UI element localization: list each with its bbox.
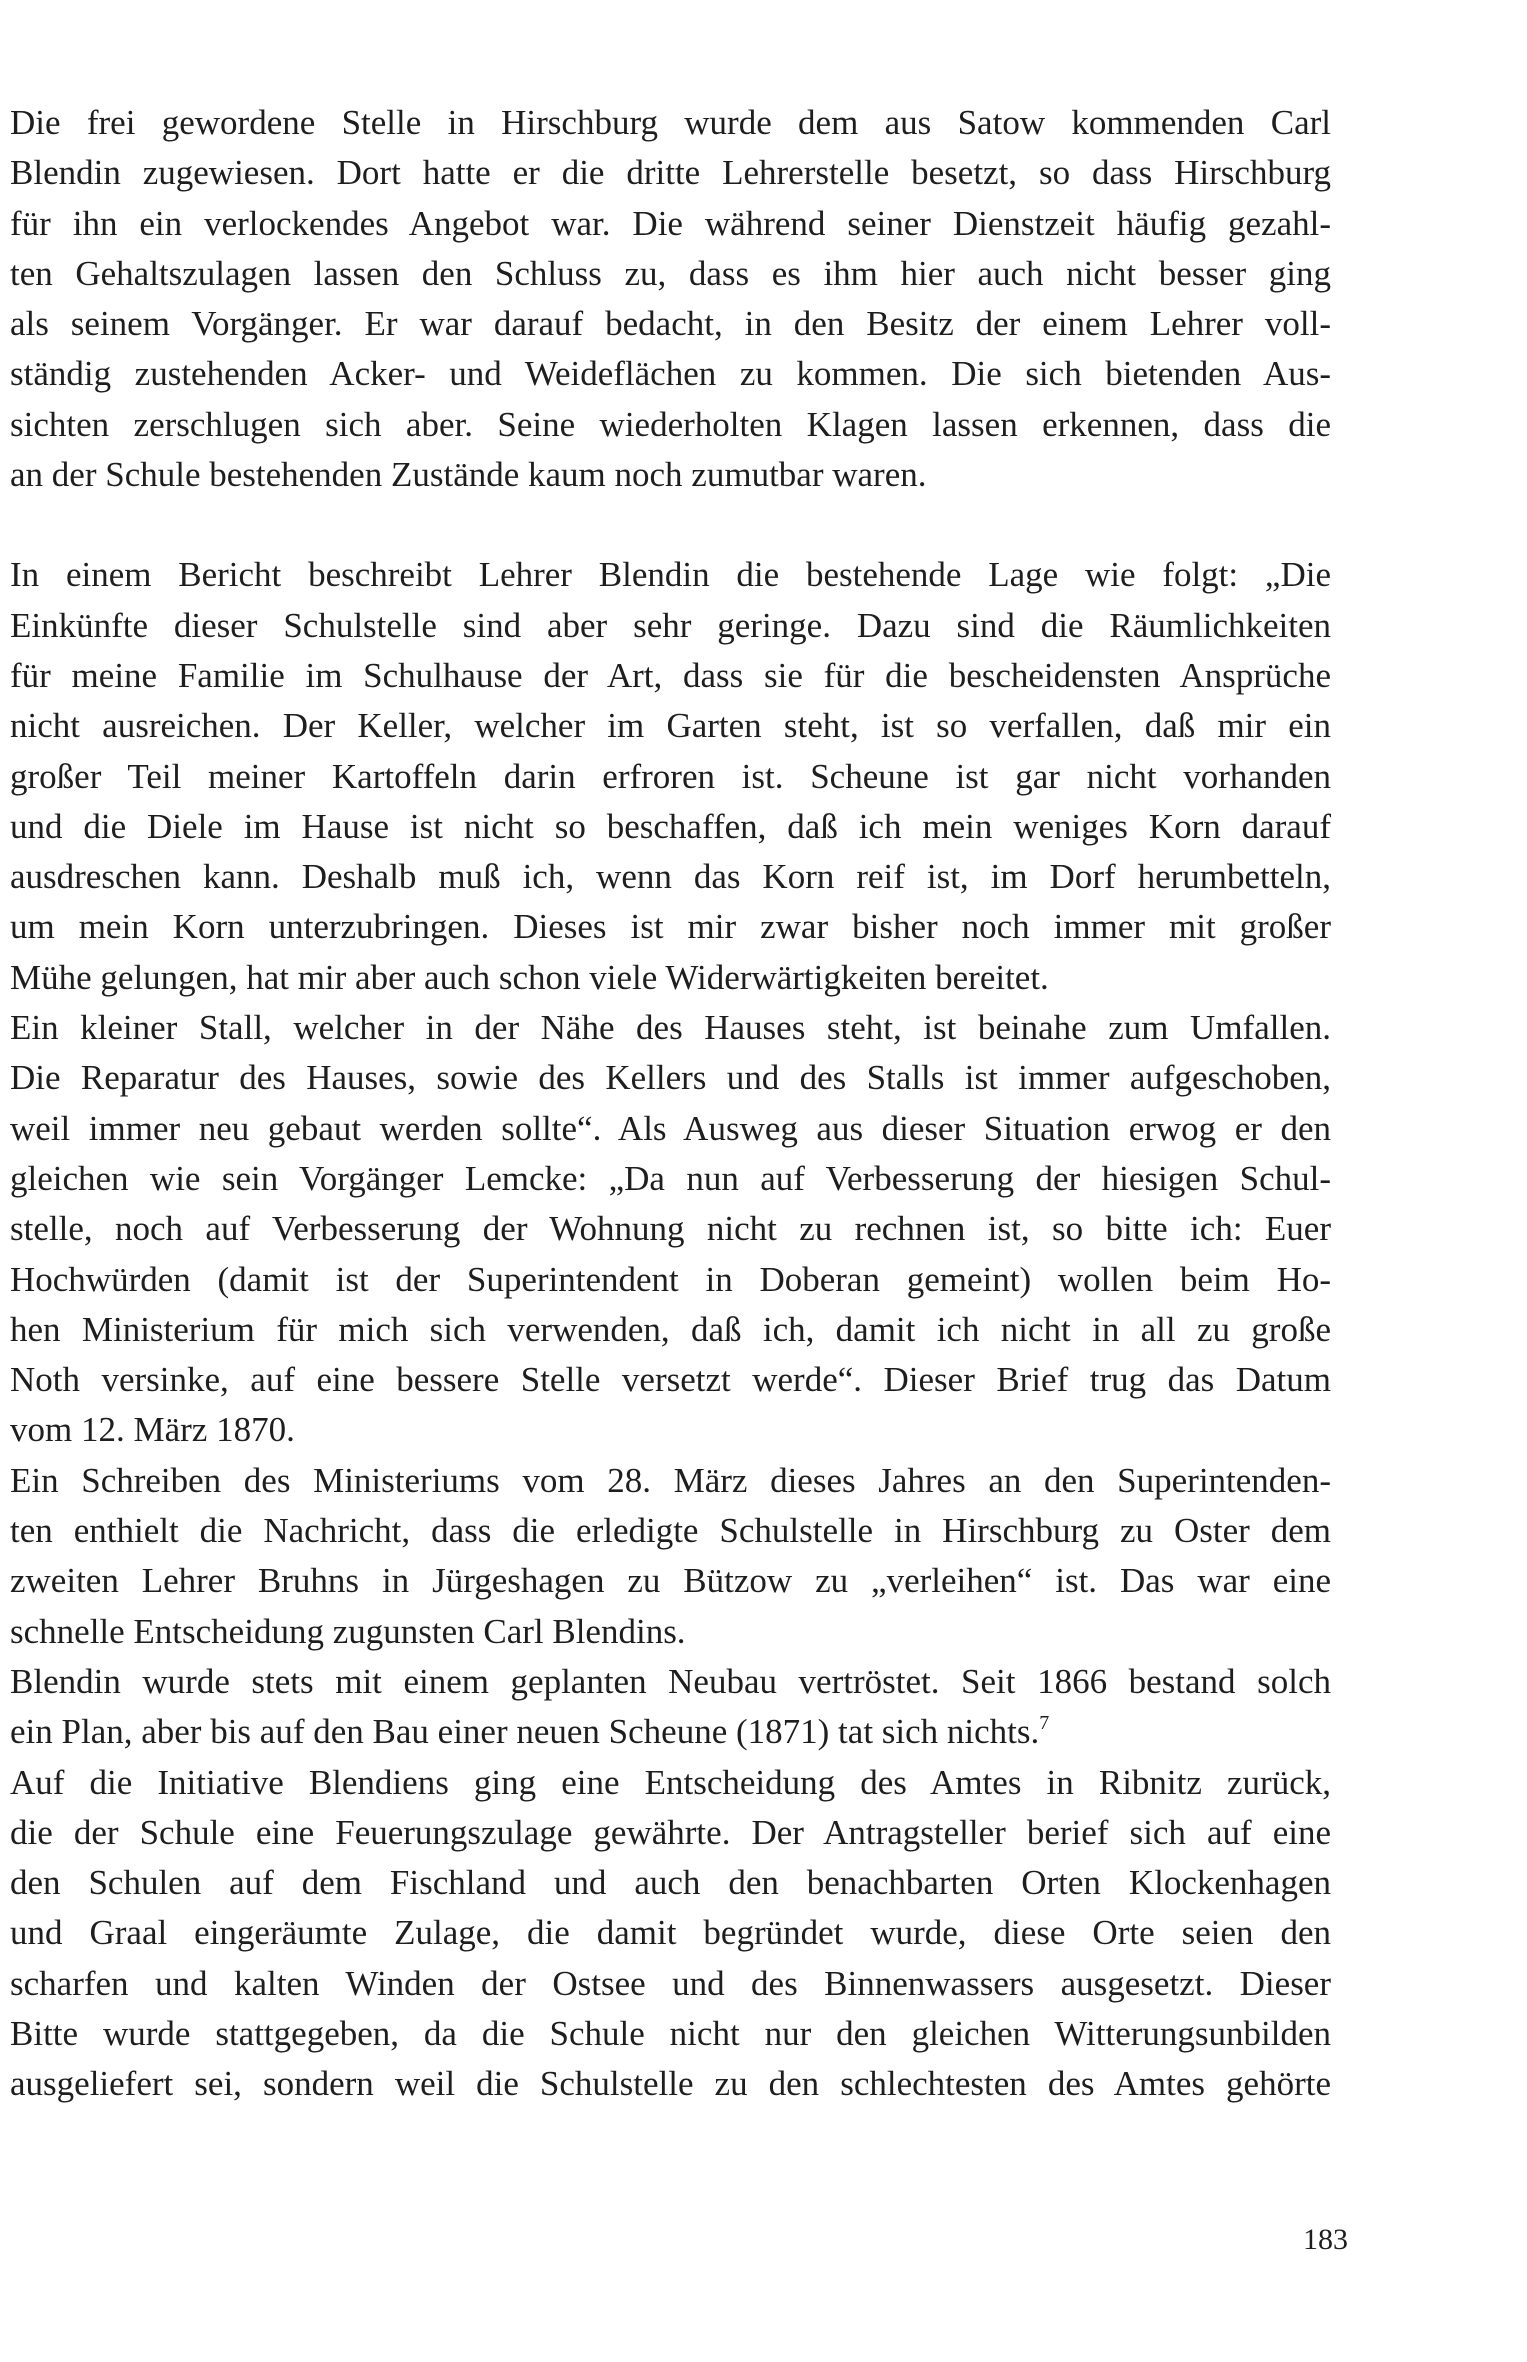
text-line-content: ein Plan, aber bis auf den Bau einer neuen Scheune (1871) tat sich nichts. <box>10 1712 1040 1752</box>
paragraph-stall-and-request <box>10 1003 1331 1456</box>
text-line: und die Diele im Hause ist nicht so beschaffen, daß ich mein weniges Korn darauf <box>10 806 1331 846</box>
text-line: Ein kleiner Stall, welcher in der Nähe des Hauses steht, ist beinahe zum Umfallen. <box>10 1008 1331 1048</box>
paragraph-heating-allowance <box>10 1758 1331 2110</box>
text-line: ausgeliefert sei, sondern weil die Schulstelle zu den schlechtesten des Amtes gehörte <box>10 2064 1331 2104</box>
text-line: Einkünfte dieser Schulstelle sind aber sehr geringe. Dazu sind die Räumlichkeiten <box>10 605 1331 645</box>
text-line: weil immer neu gebaut werden sollte“. Als Ausweg aus dieser Situation erwog er den <box>10 1108 1331 1148</box>
text-line: den Schulen auf dem Fischland und auch den benachbarten Orten Klockenhagen <box>10 1863 1331 1903</box>
text-line: um mein Korn unterzubringen. Dieses ist mir zwar bisher noch immer mit großer <box>10 907 1331 947</box>
paragraph-ministry-letter <box>10 1456 1331 1657</box>
text-line: stelle, noch auf Verbesserung der Wohnung nicht zu rechnen ist, so bitte ich: Euer <box>10 1209 1331 1249</box>
text-line <box>10 1707 1331 1757</box>
text-line: Blendin zugewiesen. Dort hatte er die dritte Lehrerstelle besetzt, so dass Hirschburg <box>10 153 1331 193</box>
text-line: nicht ausreichen. Der Keller, welcher im Garten steht, ist so verfallen, daß mir ein <box>10 706 1331 746</box>
text-line: schnelle Entscheidung zugunsten Carl Blendins. <box>10 1611 686 1651</box>
text-line: für ihn ein verlockendes Angebot war. Die während seiner Dienstzeit häufig gezahl- <box>10 203 1331 243</box>
text-line: ausdreschen kann. Deshalb muß ich, wenn das Korn reif ist, im Dorf herumbetteln, <box>10 857 1331 897</box>
text-line: Mühe gelungen, hat mir aber auch schon viele Widerwärtigkeiten bereitet. <box>10 957 1049 997</box>
text-line: Die Reparatur des Hauses, sowie des Kellers und des Stalls ist immer aufgeschoben, <box>10 1058 1331 1098</box>
paragraph-carl-blendin-appointment <box>10 98 1331 500</box>
text-line: Hochwürden (damit ist der Superintendent in Doberan gemeint) wollen beim Ho- <box>10 1259 1331 1299</box>
text-line: Ein Schreiben des Ministeriums vom 28. März dieses Jahres an den Superintenden- <box>10 1460 1331 1500</box>
text-line: ten Gehaltszulagen lassen den Schluss zu, dass es ihm hier auch nicht besser ging <box>10 253 1331 293</box>
text-line: scharfen und kalten Winden der Ostsee und des Binnenwassers ausgesetzt. Dieser <box>10 1963 1331 2003</box>
text-line: hen Ministerium für mich sich verwenden, daß ich, damit ich nicht in all zu große <box>10 1309 1331 1349</box>
text-line: gleichen wie sein Vorgänger Lemcke: „Da nun auf Verbesserung der hiesigen Schul- <box>10 1158 1331 1198</box>
text-line: für meine Familie im Schulhause der Art, dass sie für die bescheidensten Ansprüche <box>10 655 1331 695</box>
text-line: ten enthielt die Nachricht, dass die erledigte Schulstelle in Hirschburg zu Oster dem <box>10 1511 1331 1551</box>
text-line: und Graal eingeräumte Zulage, die damit begründet wurde, diese Orte seien den <box>10 1913 1331 1953</box>
text-line: sichten zerschlugen sich aber. Seine wiederholten Klagen lassen erkennen, dass die <box>10 404 1331 444</box>
text-line: zweiten Lehrer Bruhns in Jürgeshagen zu Bützow zu „verleihen“ ist. Das war eine <box>10 1561 1331 1601</box>
text-line: Noth versinke, auf eine bessere Stelle versetzt werde“. Dieser Brief trug das Datum <box>10 1360 1331 1400</box>
text-line: als seinem Vorgänger. Er war darauf bedacht, in den Besitz der einem Lehrer voll- <box>10 304 1331 344</box>
text-line: an der Schule bestehenden Zustände kaum noch zumutbar waren. <box>10 455 927 495</box>
text-line: Die frei gewordene Stelle in Hirschburg wurde dem aus Satow kommenden Carl <box>10 103 1331 142</box>
text-line: Auf die Initiative Blendiens ging eine Entscheidung des Amtes in Ribnitz zurück, <box>10 1762 1331 1802</box>
paragraph-gap <box>10 500 1331 550</box>
text-line: ständig zustehenden Acker- und Weideflächen zu kommen. Die sich bietenden Aus- <box>10 354 1331 394</box>
paragraph-blendin-report <box>10 550 1331 1003</box>
text-line: großer Teil meiner Kartoffeln darin erfroren ist. Scheune ist gar nicht vorhanden <box>10 756 1331 796</box>
page-body <box>10 98 1331 2110</box>
text-line: Bitte wurde stattgegeben, da die Schule nicht nur den gleichen Witterungsunbilden <box>10 2013 1331 2053</box>
text-line: vom 12. März 1870. <box>10 1410 295 1450</box>
footnote-marker: 7 <box>1039 1712 1050 1735</box>
paragraph-new-building-plan <box>10 1657 1331 1758</box>
text-line: In einem Bericht beschreibt Lehrer Blendin die bestehende Lage wie folgt: „Die <box>10 555 1331 595</box>
page-number: 183 <box>1303 2223 1348 2256</box>
text-line: die der Schule eine Feuerungszulage gewährte. Der Antragsteller berief sich auf eine <box>10 1812 1331 1852</box>
text-line: Blendin wurde stets mit einem geplanten Neubau vertröstet. Seit 1866 bestand solch <box>10 1661 1331 1701</box>
